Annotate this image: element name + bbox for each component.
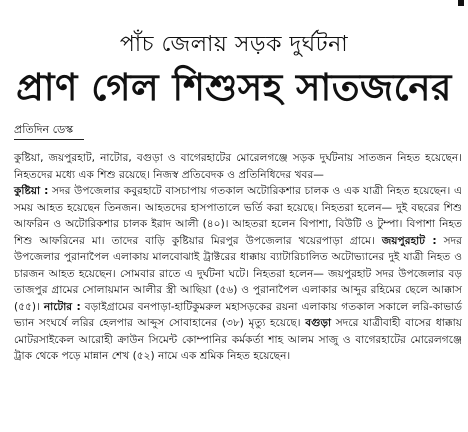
article-body [14, 150, 462, 365]
article-intro: কুষ্টিয়া, জয়পুরহাট, নাটোর, বগুড়া ও বাগেরহাটের মোরেলগঞ্জে সড়ক দুর্ঘটনায় সাতজন নিহত হয়েছেন। নিহতদের মধ্যে এক শিশু রয়েছে। নিজস্ব প্রতিবেদক ও প্রতিনিধিদের খবর— [14, 152, 462, 181]
dateline-kushtia: কুষ্টিয়া : [14, 185, 49, 197]
paragraph-joypurhat: সদর উপজেলার পুরানাপৈল এলাকায় মালবোঝাই ট্রাক্টরের ধাক্কায় ব্যাটারিচালিত অটোভ্যানের দুই যাত্রী নিহত ও চারজন আহত হয়েছেন। সোমবার রাতে এ দুর্ঘটনা ঘটে। নিহতরা হলেন— জয়পুরহাট সদর উপজেলার বড় তাজপুর গ্রামের সোলায়মান আলীর স্ত্রী আছিয়া (৫৬) ও পুরানাপৈল এলাকার আব্দুর রহিমের ছেলে আক্কাস (৫৫)। [14, 234, 463, 313]
dateline-natore: নাটোর : [43, 300, 81, 313]
page-edge-mark [458, 0, 464, 6]
dateline-joypurhat: জয়পুরহাট : [381, 234, 437, 247]
byline-rule [14, 139, 84, 140]
paragraph-kushtia: সদর উপজেলার কবুরহাটে বাসচাপায় গতকাল অটোরিকশার চালক ও এক যাত্রী নিহত হয়েছেন। এ সময় আহত হয়েছেন তিনজন। আহতদের হাসপাতালে ভর্তি করা হয়েছে। নিহতরা হলেন— দুই বছরের শিশু আফরিন ও অটোরিকশার চালক ইরাদ আলী (৪০)। আহতরা হলেন বিপাশা, বিউটি ও টুম্পা। বিপাশা নিহত শিশু আফরিনের মা। তাদের বাড়ি কুষ্টিয়ার মিরপুর উপজেলার খয়েরপাড়া গ্রামে। [14, 185, 463, 247]
headline-kicker: পাঁচ জেলায় সড়ক দুর্ঘটনা [119, 32, 349, 57]
byline: প্রতিদিন ডেস্ক [14, 123, 74, 136]
paragraph-bogura: সদরে যাত্রীবাহী বাসের ধাক্কায় মোটরসাইকেল আরোহী ক্রাউন সিমেন্ট কোম্পানির কর্মকর্তা শাহ আলম সাজু ও বাগেরহাটের মোরেলগঞ্জে ট্রাক থেকে পড়ে মান্নান শেখ (৫২) নামে এক শ্রমিক নিহত হয়েছেন। [14, 317, 462, 362]
headline: প্রাণ গেল শিশুসহ সাতজনের [16, 66, 452, 109]
dateline-bogura: বগুড়া [305, 317, 332, 329]
paragraph-natore: বড়াইগ্রামের বনপাড়া-হাটিকুমরুল মহাসড়কের রয়না এলাকায় গতকাল সকালে লরি-কাভার্ড ভ্যান সংঘর্ষে লরির হেলপার আব্দুস সোবাহানের (৩৮) মৃত্যু হয়েছে। [14, 300, 462, 329]
